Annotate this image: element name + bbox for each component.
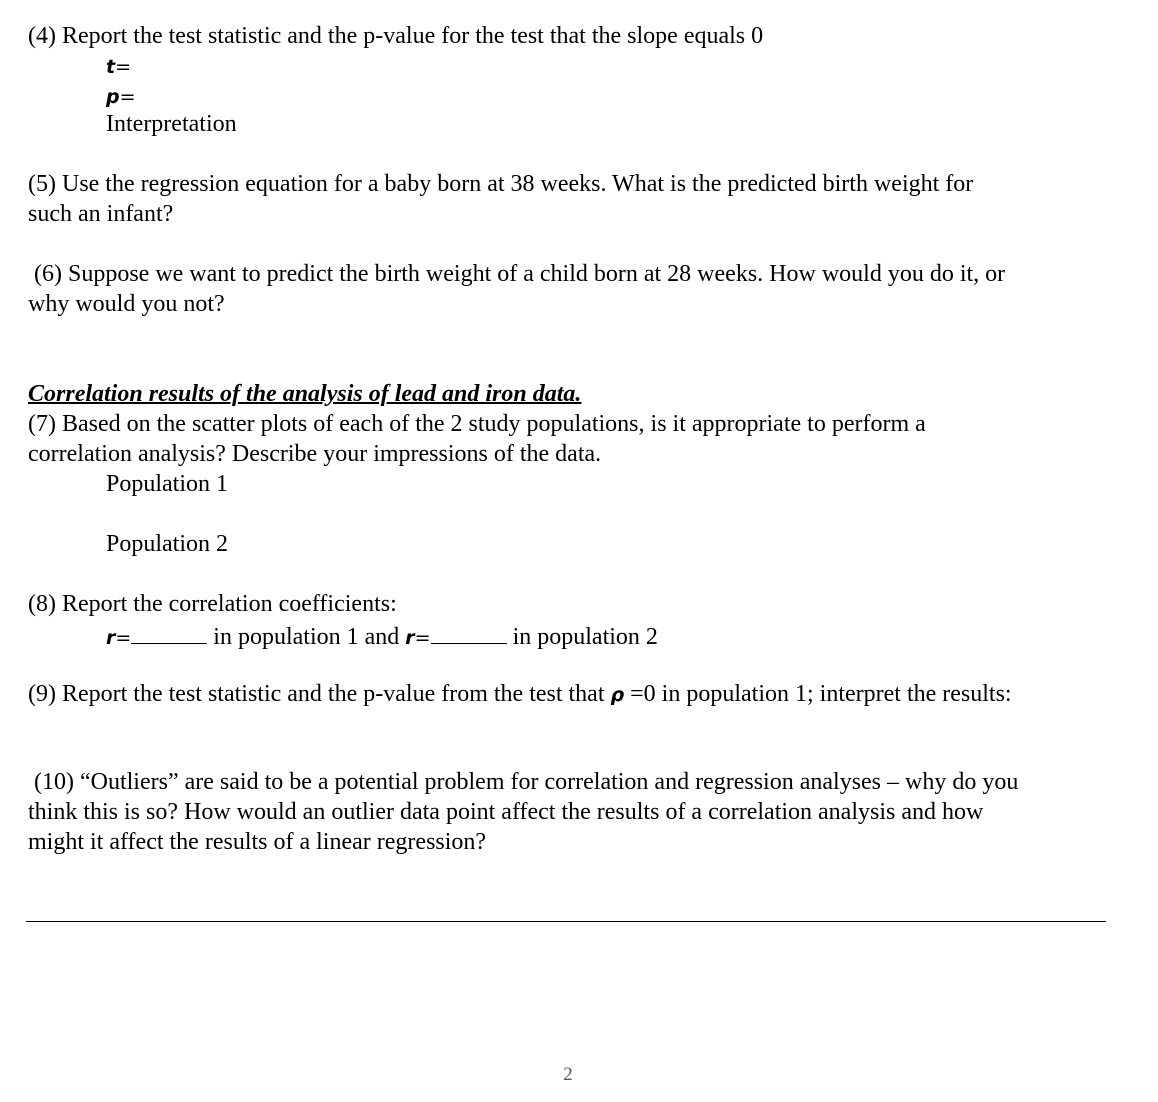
- t-symbol: t: [106, 56, 116, 78]
- q7-population-1: Population 1: [106, 471, 229, 497]
- q7-population-2: Population 2: [106, 531, 229, 557]
- q4-prompt: (4) Report the test statistic and the p-value for the test that the slope equals 0: [28, 23, 764, 49]
- q5-line-1: (5) Use the regression equation for a baby born at 38 weeks. What is the predicted birth weight for: [28, 171, 974, 197]
- q10-line-1: (10) “Outliers” are said to be a potential problem for correlation and regression analyses – why do you: [28, 769, 1019, 795]
- r-symbol-1: r: [106, 627, 116, 649]
- q9-prompt: [28, 679, 1012, 710]
- page-number: 2: [563, 1064, 573, 1085]
- q9-text-after: =0 in population 1; interpret the results:: [624, 681, 1012, 707]
- q7-line-1: (7) Based on the scatter plots of each of the 2 study populations, is it appropriate to perform a: [28, 411, 926, 437]
- q4-t-line: [106, 51, 131, 82]
- q4-interpretation-label: Interpretation: [106, 111, 237, 137]
- q7-line-2: correlation analysis? Describe your impressions of the data.: [28, 441, 602, 467]
- q8-pop2-text: in population 2: [506, 624, 658, 650]
- q9-text-before: (9) Report the test statistic and the p-value from the test that: [28, 681, 611, 707]
- p-equals: =: [119, 86, 136, 108]
- q8-pop1-text: in population 1 and: [207, 624, 406, 650]
- q8-prompt: (8) Report the correlation coefficients:: [28, 591, 397, 617]
- q6-line-2: why would you not?: [28, 291, 225, 317]
- q5-line-2: such an infant?: [28, 201, 174, 227]
- r-pop2-blank[interactable]: [431, 619, 507, 644]
- r-symbol-2: r: [405, 627, 415, 649]
- r-pop1-blank[interactable]: [131, 619, 207, 644]
- r-equals-2: =: [414, 627, 431, 649]
- q6-line-1: (6) Suppose we want to predict the birth weight of a child born at 28 weeks. How would you do it, or: [28, 261, 1006, 287]
- q8-answer-line: [106, 619, 658, 653]
- q10-line-2: think this is so? How would an outlier data point affect the results of a correlation analysis and how: [28, 799, 984, 825]
- rho-symbol: ρ: [610, 684, 625, 706]
- r-equals-1: =: [115, 627, 132, 649]
- correlation-section-heading: Correlation results of the analysis of lead and iron data.: [28, 381, 582, 407]
- q10-line-3: might it affect the results of a linear regression?: [28, 829, 487, 855]
- q4-p-line: [106, 81, 136, 112]
- p-symbol: p: [106, 86, 120, 108]
- t-equals: =: [115, 56, 132, 78]
- horizontal-rule: [26, 921, 1106, 922]
